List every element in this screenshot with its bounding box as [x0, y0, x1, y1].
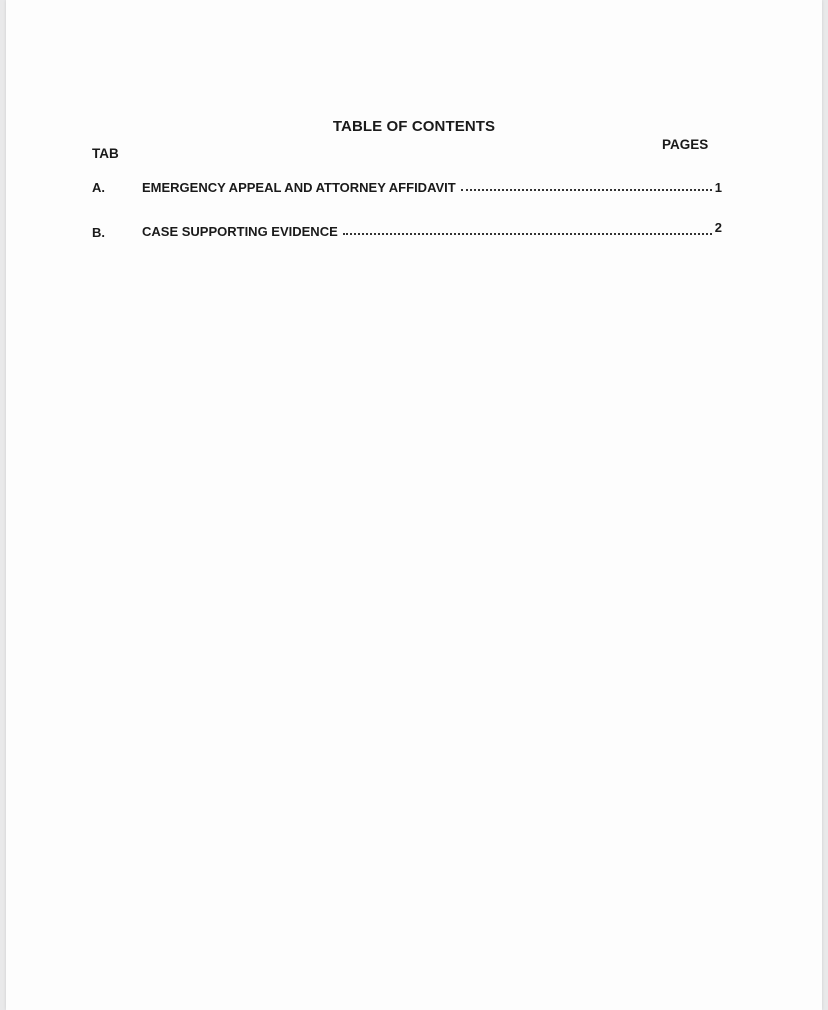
toc-entry-title: EMERGENCY APPEAL AND ATTORNEY AFFIDAVIT: [142, 180, 456, 195]
toc-entry: [92, 222, 722, 240]
toc-entry-title: CASE SUPPORTING EVIDENCE: [142, 224, 338, 239]
toc-entry-page: 2: [714, 220, 722, 235]
toc-title: TABLE OF CONTENTS: [332, 118, 496, 135]
document-page: [6, 0, 822, 1010]
toc-entry: [92, 180, 722, 198]
toc-entry-tab: A.: [92, 180, 105, 195]
toc-entry-line: [142, 180, 722, 195]
toc-entry-page: 1: [714, 180, 722, 195]
pages-column-header: PAGES: [662, 137, 709, 152]
tab-column-header: TAB: [92, 146, 119, 161]
toc-entry-line: [142, 220, 722, 239]
dot-leader: [343, 230, 712, 235]
dot-leader: [461, 186, 712, 191]
toc-entry-tab: B.: [92, 225, 105, 240]
